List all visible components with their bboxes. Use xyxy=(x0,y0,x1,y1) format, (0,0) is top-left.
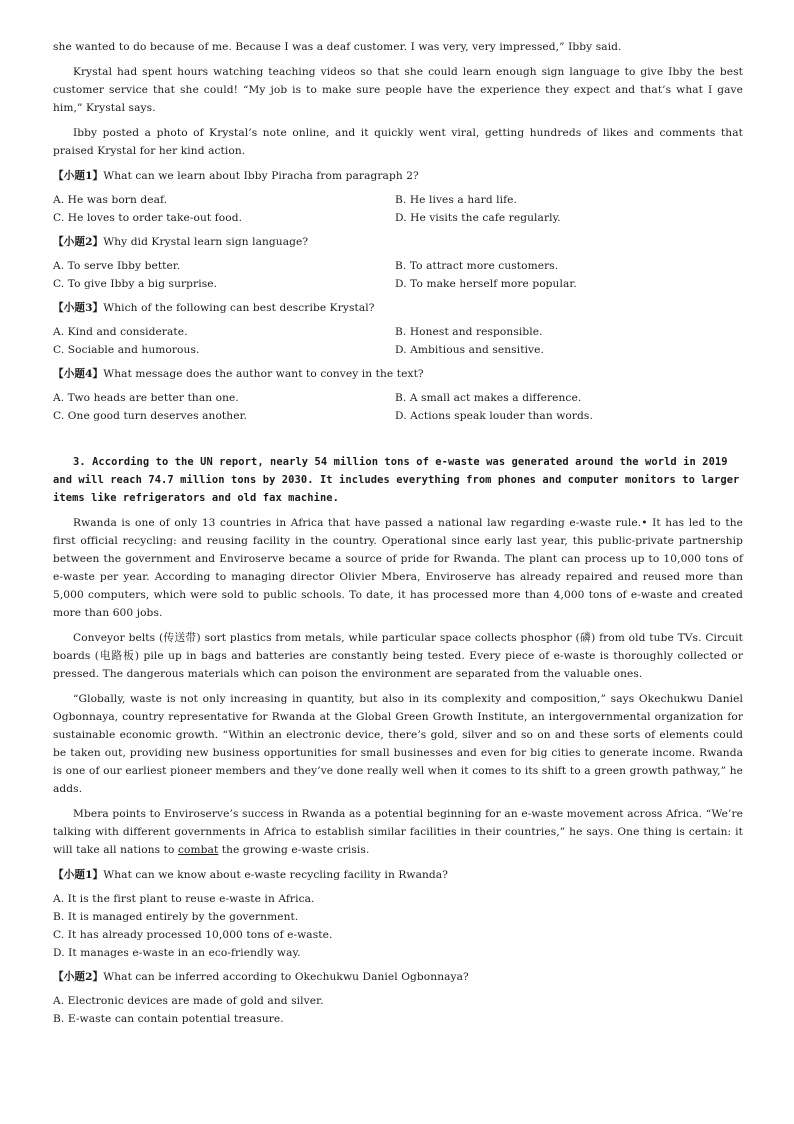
option-a: A. To serve Ibby better. xyxy=(53,260,181,272)
question-stem: Which of the following can best describe Krystal? xyxy=(103,302,375,314)
question-stem: What message does the author want to convey in the text? xyxy=(103,368,424,380)
option-list xyxy=(53,323,743,359)
passage2-paragraph-krystal: Krystal had spent hours watching teaching videos so that she could learn enough sign language to give Ibby the best customer service that she could! “My job is to make sure people have the experience they expect and that’s what I gave him,” Krystal says. xyxy=(53,66,743,114)
passage3-paragraph-2: Conveyor belts (传送带) sort plastics from metals, while particular space collects phosphor (磷) from old tube TVs. Circuit boards (电路板) pile up in bags and batteries are constantly being tested. Every piece of e-waste is thoroughly collected or pressed. The dangerous materials which can poison the environment are separated from the valuable ones. xyxy=(53,632,743,680)
option-a: A. Electronic devices are made of gold and silver. xyxy=(53,995,324,1007)
passage2-question-1 xyxy=(53,167,743,227)
option-b: B. Honest and responsible. xyxy=(395,326,543,338)
question-stem: What can we learn about Ibby Piracha from paragraph 2? xyxy=(103,170,419,182)
option-b: B. To attract more customers. xyxy=(395,260,559,272)
option-b: B. He lives a hard life. xyxy=(395,194,517,206)
question-tag: 【小题4】 xyxy=(53,368,104,380)
question-stem: What can we know about e-waste recycling facility in Rwanda? xyxy=(103,869,449,881)
passage2-question-4 xyxy=(53,365,743,425)
option-a: A. It is the first plant to reuse e-waste in Africa. xyxy=(53,893,315,905)
option-list xyxy=(53,257,743,293)
option-c: C. To give Ibby a big surprise. xyxy=(53,278,218,290)
option-list xyxy=(53,890,743,962)
option-c: C. Sociable and humorous. xyxy=(53,344,200,356)
passage3-paragraph-3: “Globally, waste is not only increasing in quantity, but also in its complexity and composition,” says Okechukwu Daniel Ogbonnaya, country representative for Rwanda at the Global Green Growth Institute, an intergovernmental organization for sustainable economic growth. “Within an electronic device, there’s gold, silver and so on and these sorts of elements could be taken out, providing new business opportunities for small businesses and even for big cities to generate income. Rwanda is one of our earliest pioneer members and they’ve done really well when it comes to its shift to a green growth pathway,” he adds. xyxy=(53,693,743,795)
passage3-heading xyxy=(53,453,743,507)
option-d: D. It manages e-waste in an eco-friendly way. xyxy=(53,947,301,959)
option-c: C. It has already processed 10,000 tons of e-waste. xyxy=(53,929,333,941)
option-d: D. To make herself more popular. xyxy=(395,278,577,290)
passage3-paragraph-4 xyxy=(53,805,743,859)
question-stem: What can be inferred according to Okechukwu Daniel Ogbonnaya? xyxy=(103,971,469,983)
question-tag: 【小题2】 xyxy=(53,236,104,248)
option-a: A. Two heads are better than one. xyxy=(53,392,239,404)
option-d: D. Ambitious and sensitive. xyxy=(395,344,544,356)
option-b: B. E-waste can contain potential treasure. xyxy=(53,1013,284,1025)
question-tag: 【小题1】 xyxy=(53,170,104,182)
option-list xyxy=(53,992,743,1028)
passage2-paragraph-posted: Ibby posted a photo of Krystal’s note online, and it quickly went viral, getting hundreds of likes and comments that praised Krystal for her kind action. xyxy=(53,127,743,157)
question-stem: Why did Krystal learn sign language? xyxy=(103,236,309,248)
passage3-question-1 xyxy=(53,866,743,962)
passage3-paragraph-1: Rwanda is one of only 13 countries in Africa that have passed a national law regarding e-waste rule.• It has led to the first official recycling: and reusing facility in the country. Operational since early last year, this public-private partnership between the government and Enviroserve became a source of pride for Rwanda. The plant can process up to 10,000 tons of e-waste per year. According to managing director Olivier Mbera, Enviroserve has already repaired and reused more than 5,000 computers, which were sold to public schools. To date, it has processed more than 4,000 tons of e-waste and created more than 600 jobs. xyxy=(53,517,743,619)
passage3-question-2 xyxy=(53,968,743,1028)
question-tag: 【小题3】 xyxy=(53,302,104,314)
paragraph-text: Mbera points to Enviroserve’s success in Rwanda as a potential beginning for an e-waste movement across Africa. “We’re talking with different governments in Africa to establish similar facilities in their countries,” he says. One thing is certain: it will take all nations to xyxy=(53,808,743,856)
option-b: B. It is managed entirely by the government. xyxy=(53,911,299,923)
question-tag: 【小题1】 xyxy=(53,869,104,881)
option-list xyxy=(53,191,743,227)
passage2-question-3 xyxy=(53,299,743,359)
passage3-heading-text: 3. According to the UN report, nearly 54 million tons of e-waste was generated around the world in 2019 and will reach 74.7 million tons by 2030. It includes everything from phones and computer monitors to larger items like refrigerators and old fax machine. xyxy=(53,456,740,504)
option-c: C. He loves to order take-out food. xyxy=(53,212,243,224)
option-d: D. Actions speak louder than words. xyxy=(395,410,593,422)
option-a: A. He was born deaf. xyxy=(53,194,168,206)
question-tag: 【小题2】 xyxy=(53,971,104,983)
paragraph-text: the growing e-waste crisis. xyxy=(218,844,370,856)
option-list xyxy=(53,389,743,425)
document-page xyxy=(53,38,743,1034)
option-c: C. One good turn deserves another. xyxy=(53,410,248,422)
passage2-paragraph-tail: she wanted to do because of me. Because I was a deaf customer. I was very, very impressed,” Ibby said. xyxy=(53,41,622,53)
underlined-word: combat xyxy=(177,844,219,856)
passage2-question-2 xyxy=(53,233,743,293)
option-b: B. A small act makes a difference. xyxy=(395,392,582,404)
option-a: A. Kind and considerate. xyxy=(53,326,188,338)
option-d: D. He visits the cafe regularly. xyxy=(395,212,561,224)
